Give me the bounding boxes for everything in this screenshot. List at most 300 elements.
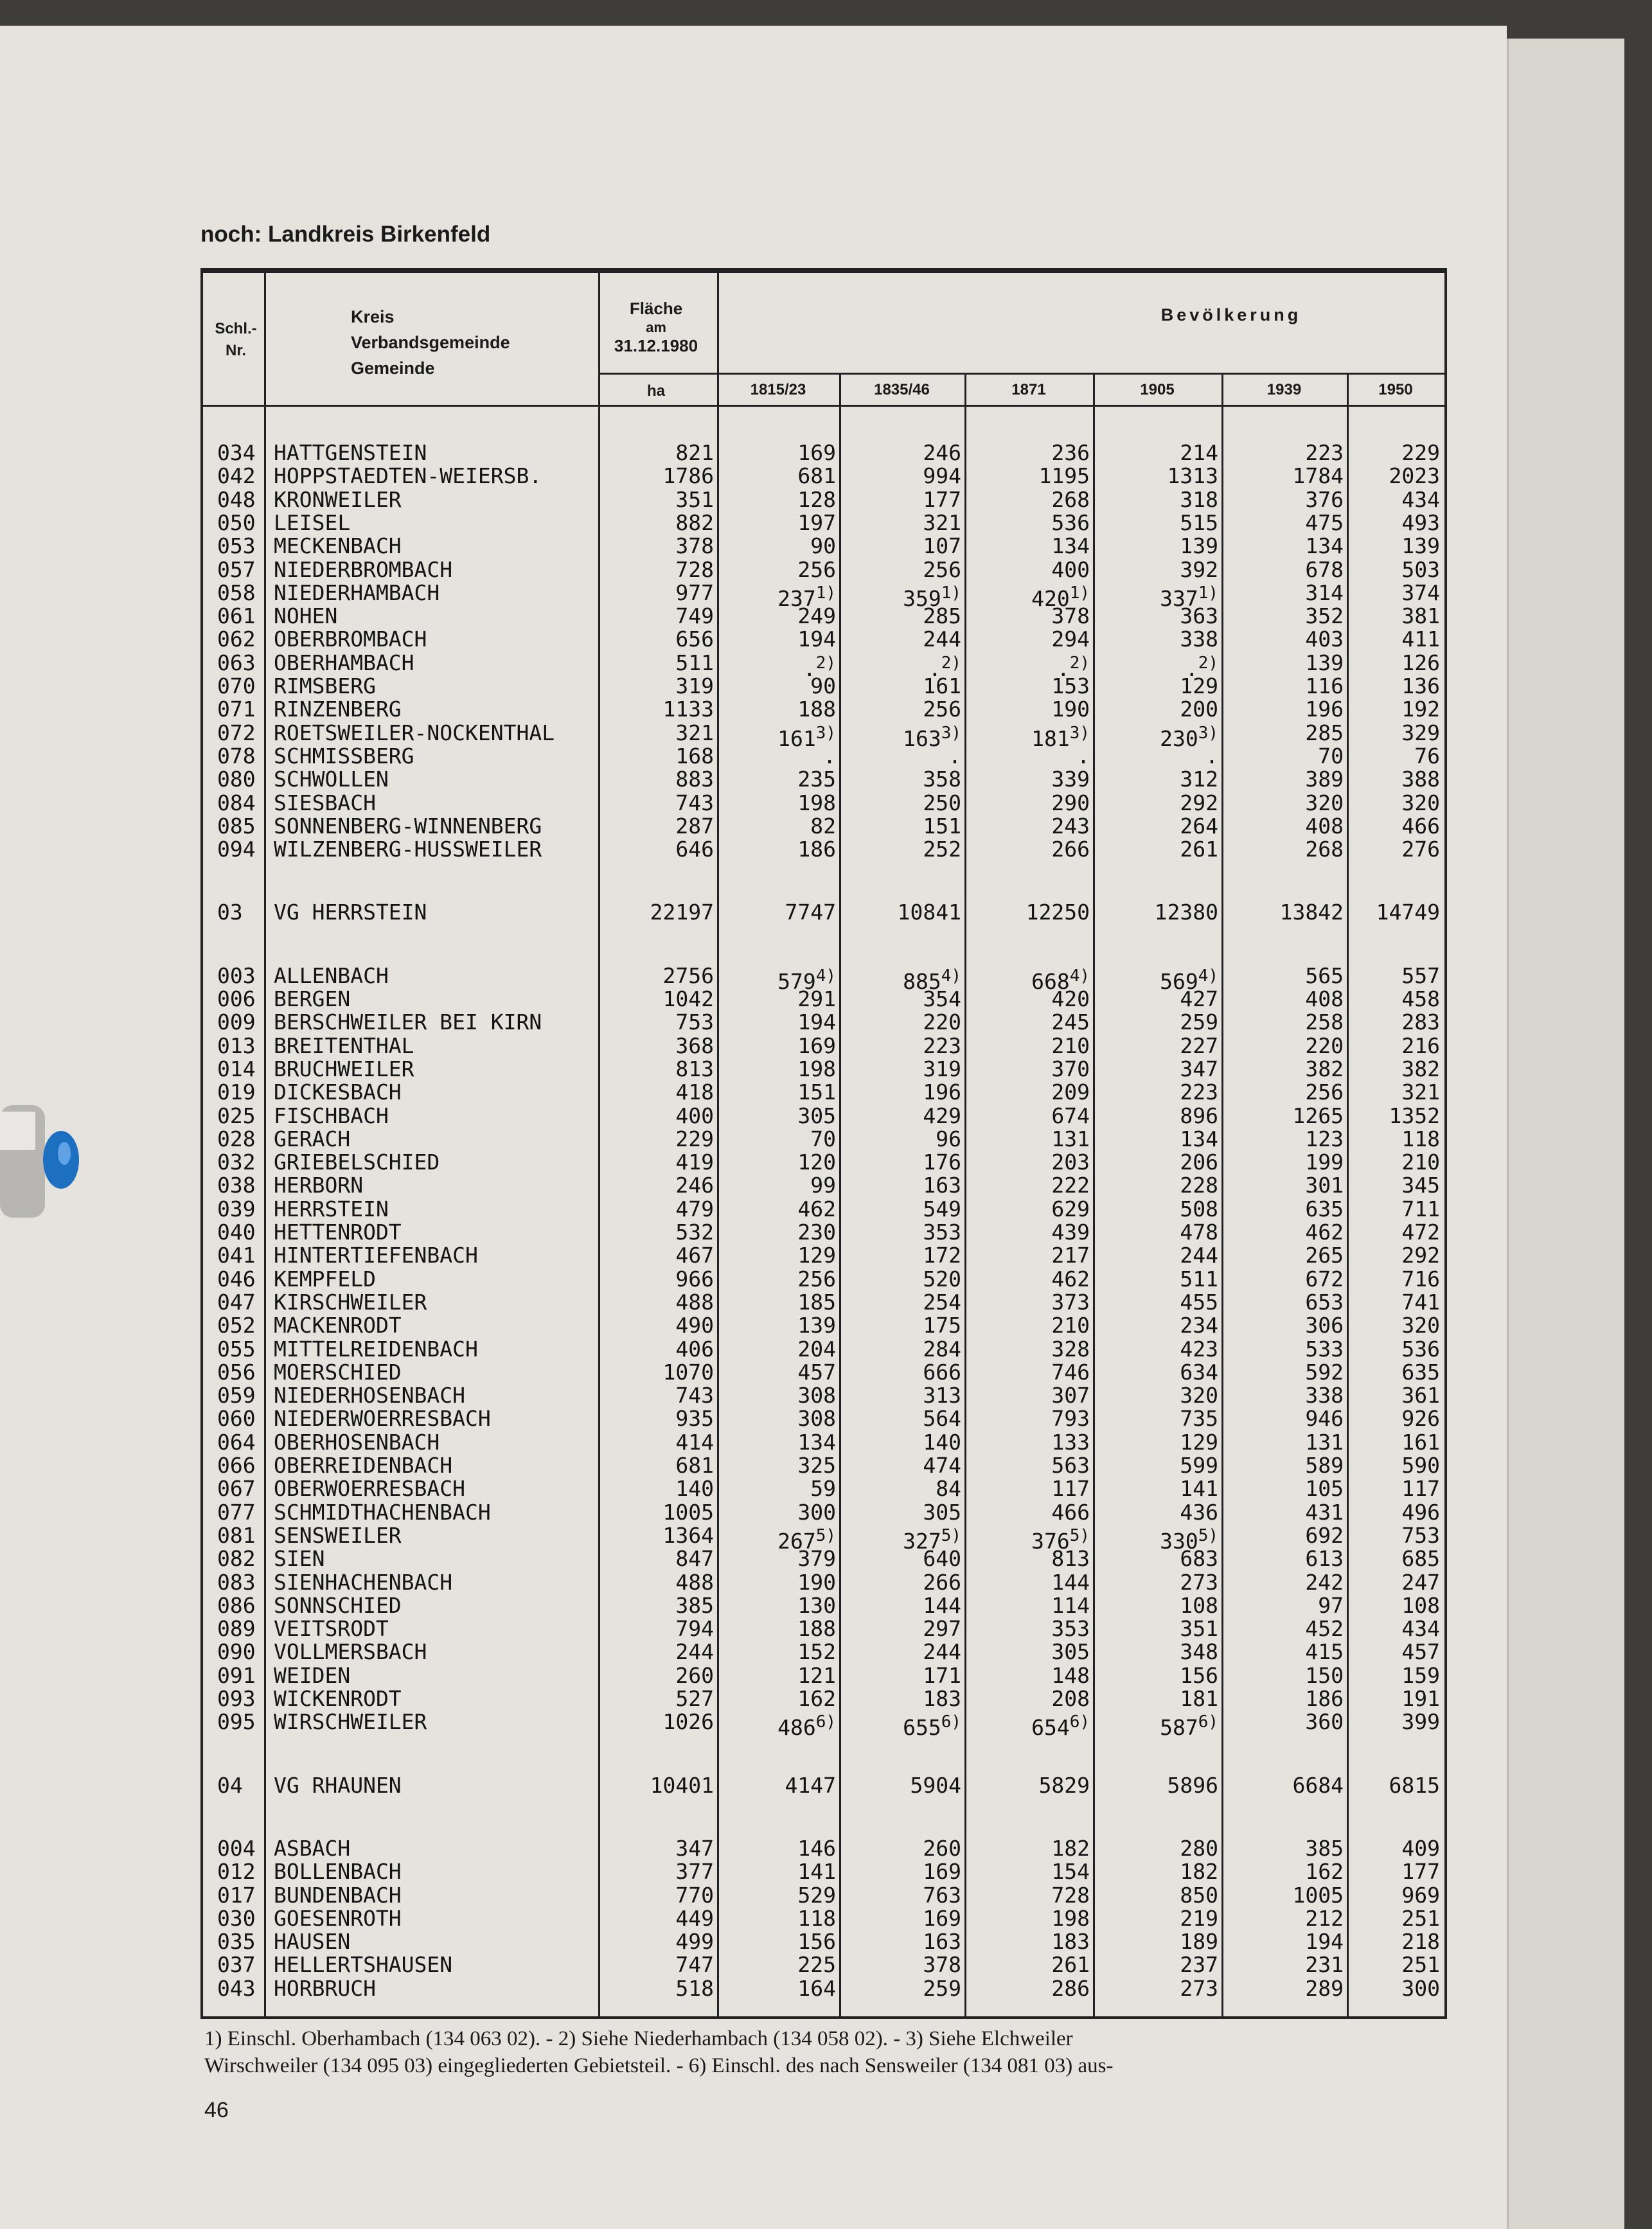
cell-population: 114 xyxy=(1051,1592,1090,1618)
cell-population: 259 xyxy=(923,1975,961,2001)
cell-population: 148 xyxy=(1051,1662,1090,1688)
cell-population: 129 xyxy=(1180,1429,1218,1455)
footnote-marker: 5) xyxy=(815,1525,836,1545)
cell-population: 520 xyxy=(923,1266,961,1292)
cell-flaeche: 406 xyxy=(675,1336,714,1362)
cell-gemeinde: OBERHAMBACH xyxy=(274,650,414,675)
cell-population: 139 xyxy=(1401,533,1440,559)
cell-population: 1313 xyxy=(1167,463,1218,489)
cell-population: 14749 xyxy=(1376,900,1440,925)
cell-flaeche: 1786 xyxy=(662,463,714,489)
cell-population: 685 xyxy=(1401,1546,1440,1572)
table-row xyxy=(203,720,1444,751)
cell-flaeche: 2756 xyxy=(662,963,714,988)
cell-gemeinde: BREITENTHAL xyxy=(274,1033,414,1058)
table-row xyxy=(203,1407,1444,1430)
cell-population: 361 xyxy=(1401,1383,1440,1408)
cell-population: 161 xyxy=(923,673,961,698)
cell-population: 280 xyxy=(1180,1835,1218,1861)
cell-schl-nr: 03 xyxy=(217,900,243,925)
cell-population: 261 xyxy=(1180,837,1218,862)
cell-population: 439 xyxy=(1051,1220,1090,1245)
cell-gemeinde: HINTERTIEFENBACH xyxy=(274,1243,478,1268)
cell-population: 256 xyxy=(797,556,836,582)
cell-population: 6815 xyxy=(1389,1772,1440,1798)
cell-population: 236 xyxy=(1051,440,1090,465)
cell-schl-nr: 046 xyxy=(217,1266,256,1292)
cell-schl-nr: 050 xyxy=(217,510,256,535)
table-row xyxy=(203,1664,1444,1687)
cell-population: 134 xyxy=(1051,533,1090,559)
cell-gemeinde: SCHMISSBERG xyxy=(274,743,414,768)
cell-population: 141 xyxy=(1180,1476,1218,1502)
header-kreis: Kreis xyxy=(351,307,395,326)
cell-population: 163 xyxy=(923,1173,961,1198)
cell-population: 283 xyxy=(1401,1009,1440,1035)
cell-population: 305 xyxy=(923,1499,961,1525)
cell-population: 378 xyxy=(923,1952,961,1978)
cell-population: 126 xyxy=(1401,650,1440,675)
footnote-marker: 1) xyxy=(941,583,961,603)
cell-population: 325 xyxy=(797,1453,836,1478)
cell-population: 129 xyxy=(1180,673,1218,698)
cell-flaeche: 1042 xyxy=(662,986,714,1011)
cell-gemeinde: HORBRUCH xyxy=(274,1975,376,2001)
table-row xyxy=(203,1174,1444,1197)
cell-schl-nr: 086 xyxy=(217,1592,256,1618)
cell-population: 926 xyxy=(1401,1406,1440,1432)
cell-population: 308 xyxy=(797,1383,836,1408)
cell-population: 408 xyxy=(1305,986,1344,1011)
cell-schl-nr: 081 xyxy=(217,1522,256,1548)
cell-population: 203 xyxy=(1051,1150,1090,1175)
cell-population: 590 xyxy=(1401,1453,1440,1478)
cell-population: 300 xyxy=(797,1499,836,1525)
cell-population: 508 xyxy=(1180,1196,1218,1221)
table-row xyxy=(203,792,1444,815)
cell-gemeinde: NIEDERHAMBACH xyxy=(274,580,440,605)
cell-population: 183 xyxy=(923,1686,961,1711)
cell-schl-nr: 094 xyxy=(217,837,256,862)
cell-gemeinde: VG RHAUNEN xyxy=(274,1772,402,1798)
cell-population: 182 xyxy=(1180,1859,1218,1885)
cell-flaeche: 488 xyxy=(675,1569,714,1595)
cell-population: 392 xyxy=(1180,556,1218,582)
cell-population: 76 xyxy=(1414,743,1440,768)
cell-population: 117 xyxy=(1051,1476,1090,1502)
cell-schl-nr: 053 xyxy=(217,533,256,559)
cell-flaeche: 479 xyxy=(675,1196,714,1221)
cell-population: 292 xyxy=(1180,790,1218,815)
cell-population: 613 xyxy=(1305,1546,1344,1572)
cell-population: 90 xyxy=(810,533,836,559)
population-table xyxy=(200,270,1447,2019)
footnote-marker: 3) xyxy=(1069,723,1090,743)
footnote-marker: 5) xyxy=(1198,1525,1218,1545)
cell-schl-nr: 070 xyxy=(217,673,256,698)
cell-population: 297 xyxy=(923,1616,961,1642)
cell-schl-nr: 004 xyxy=(217,1835,256,1861)
table-row xyxy=(203,698,1444,721)
cell-gemeinde: HATTGENSTEIN xyxy=(274,440,427,465)
cell-population: 423 xyxy=(1180,1336,1218,1362)
cell-gemeinde: NIEDERWOERRESBACH xyxy=(274,1406,491,1432)
cell-population: 379 xyxy=(797,1546,836,1572)
cell-population: 711 xyxy=(1401,1196,1440,1221)
cell-population: 256 xyxy=(797,1266,836,1292)
cell-population: 169 xyxy=(797,1033,836,1058)
cell-population: 318 xyxy=(1180,486,1218,512)
cell-schl-nr: 095 xyxy=(217,1709,256,1735)
cell-population: 635 xyxy=(1305,1196,1344,1221)
cell-population: 427 xyxy=(1180,986,1218,1011)
header-schl-nr: Schl.- Nr. xyxy=(215,320,257,359)
cell-population: 258 xyxy=(1305,1009,1344,1035)
cell-population: 276 xyxy=(1401,837,1440,862)
table-row xyxy=(203,1105,1444,1128)
cell-population: 345 xyxy=(1401,1173,1440,1198)
cell-population: 216 xyxy=(1401,1033,1440,1058)
cell-schl-nr: 035 xyxy=(217,1929,256,1955)
cell-schl-nr: 082 xyxy=(217,1546,256,1572)
cell-population: 246 xyxy=(923,440,961,465)
cell-population: 327$^{5)}$ xyxy=(903,1525,961,1554)
footnote-marker: 4) xyxy=(941,966,961,986)
cell-population: 493 xyxy=(1401,510,1440,535)
footnote-marker: 2) xyxy=(1069,653,1090,673)
cell-population: 320 xyxy=(1401,790,1440,815)
cell-population: 235 xyxy=(797,767,836,792)
cell-gemeinde: SCHMIDTHACHENBACH xyxy=(274,1499,491,1525)
cell-schl-nr: 078 xyxy=(217,743,256,768)
cell-schl-nr: 077 xyxy=(217,1499,256,1525)
cell-population: 230 xyxy=(797,1220,836,1245)
cell-population: 339 xyxy=(1051,767,1090,792)
cell-population: 301 xyxy=(1305,1173,1344,1198)
cell-population: 486$^{6)}$ xyxy=(777,1712,836,1741)
cell-population: 117 xyxy=(1401,1476,1440,1502)
table-row xyxy=(203,1837,1444,1860)
cell-population: 251 xyxy=(1401,1952,1440,1978)
cell-population: 515 xyxy=(1180,510,1218,535)
cell-population: 121 xyxy=(797,1662,836,1688)
cell-gemeinde: OBERBROMBACH xyxy=(274,626,427,652)
cell-flaeche: 246 xyxy=(675,1173,714,1198)
cell-population: 197 xyxy=(797,510,836,535)
footnote-marker: 6) xyxy=(1069,1712,1090,1732)
cell-population: 284 xyxy=(923,1336,961,1362)
cell-population: 285 xyxy=(1305,720,1344,745)
cell-population: 654$^{6)}$ xyxy=(1031,1712,1090,1741)
footnote-marker: 3) xyxy=(1198,723,1218,743)
cell-population: 177 xyxy=(923,486,961,512)
cell-population: 243 xyxy=(1051,813,1090,839)
cell-schl-nr: 056 xyxy=(217,1359,256,1385)
cell-population: 475 xyxy=(1305,510,1344,535)
cell-population: 82 xyxy=(810,813,836,839)
cell-population: 589 xyxy=(1305,1453,1344,1478)
cell-flaeche: 385 xyxy=(675,1592,714,1618)
cell-gemeinde: VEITSRODT xyxy=(274,1616,389,1642)
cell-population: 408 xyxy=(1305,813,1344,839)
cell-population: 118 xyxy=(1401,1126,1440,1151)
cell-population: . xyxy=(823,743,836,768)
cell-flaeche: 821 xyxy=(675,440,714,465)
cell-population: 1352 xyxy=(1389,1103,1440,1128)
cell-schl-nr: 061 xyxy=(217,603,256,629)
cell-gemeinde: WEIDEN xyxy=(274,1662,351,1688)
cell-population: 291 xyxy=(797,986,836,1011)
cell-population: 190 xyxy=(1051,697,1090,722)
cell-population: 12380 xyxy=(1154,900,1218,925)
cell-population: 1005 xyxy=(1292,1882,1344,1908)
cell-population: 351 xyxy=(1180,1616,1218,1642)
cell-population: 12250 xyxy=(1026,900,1090,925)
cell-schl-nr: 091 xyxy=(217,1662,256,1688)
cell-population: 286 xyxy=(1051,1975,1090,2001)
cell-flaeche: 532 xyxy=(675,1220,714,1245)
cell-population: 415 xyxy=(1305,1639,1344,1665)
cell-schl-nr: 040 xyxy=(217,1220,256,1245)
cell-population: 266 xyxy=(1051,837,1090,862)
footnote-marker: 5) xyxy=(1069,1525,1090,1545)
cell-population: 462 xyxy=(1305,1220,1344,1245)
cell-population: 139 xyxy=(797,1313,836,1338)
cell-population: 431 xyxy=(1305,1499,1344,1525)
header-date: 31.12.1980 xyxy=(614,336,698,355)
footnote-marker: 4) xyxy=(1198,966,1218,986)
cell-population: 229 xyxy=(1401,440,1440,465)
cell-population: 587$^{6)}$ xyxy=(1160,1712,1218,1741)
cell-population: 181 xyxy=(1180,1686,1218,1711)
cell-population: 674 xyxy=(1051,1103,1090,1128)
footnote-marker: 6) xyxy=(1198,1712,1218,1732)
cell-population: 793 xyxy=(1051,1406,1090,1432)
cell-gemeinde: RINZENBERG xyxy=(274,697,402,722)
footnote-marker: 4) xyxy=(1069,966,1090,986)
cell-population: 150 xyxy=(1305,1662,1344,1688)
cell-gemeinde: LEISEL xyxy=(274,510,351,535)
cell-gemeinde: SONNSCHIED xyxy=(274,1592,402,1618)
cell-population: 763 xyxy=(923,1882,961,1908)
footnote-marker: 4) xyxy=(815,966,836,986)
table-row xyxy=(203,1709,1444,1741)
table-row xyxy=(203,1151,1444,1174)
cell-population: 389 xyxy=(1305,767,1344,792)
cell-flaeche: 368 xyxy=(675,1033,714,1058)
footnote-marker: 5) xyxy=(941,1525,961,1545)
cell-population: 994 xyxy=(923,463,961,489)
cell-population: 374 xyxy=(1401,580,1440,605)
cell-flaeche: 260 xyxy=(675,1662,714,1688)
cell-population: 116 xyxy=(1305,673,1344,698)
cell-population: 261 xyxy=(1051,1952,1090,1978)
cell-gemeinde: GERACH xyxy=(274,1126,351,1151)
table-row xyxy=(203,901,1444,924)
cell-population: 208 xyxy=(1051,1686,1090,1711)
cell-population: 254 xyxy=(923,1289,961,1315)
footnote-marker: 3) xyxy=(941,723,961,743)
cell-schl-nr: 085 xyxy=(217,813,256,839)
cell-population: 84 xyxy=(936,1476,961,1502)
cell-flaeche: 1364 xyxy=(662,1522,714,1548)
cell-population: 565 xyxy=(1305,963,1344,988)
table-row xyxy=(203,535,1444,558)
table-row xyxy=(203,558,1444,582)
cell-population: 382 xyxy=(1305,1056,1344,1081)
cell-population: 136 xyxy=(1401,673,1440,698)
table-row xyxy=(203,1431,1444,1454)
cell-population: 139 xyxy=(1305,650,1344,675)
cell-population: 455 xyxy=(1180,1289,1218,1315)
cell-population: 128 xyxy=(797,486,836,512)
cell-population: 321 xyxy=(923,510,961,535)
cell-schl-nr: 025 xyxy=(217,1103,256,1128)
cell-population: 169 xyxy=(797,440,836,465)
header-ha: ha xyxy=(646,382,665,400)
cell-population: 666 xyxy=(923,1359,961,1385)
cell-population: 376$^{5)}$ xyxy=(1031,1525,1090,1554)
cell-population: 385 xyxy=(1305,1835,1344,1861)
table-row xyxy=(203,1930,1444,1953)
cell-flaeche: 499 xyxy=(675,1929,714,1955)
cell-population: 139 xyxy=(1180,533,1218,559)
table-row xyxy=(203,1774,1444,1797)
cell-gemeinde: WILZENBERG-HUSSWEILER xyxy=(274,837,542,862)
cell-gemeinde: SIENHACHENBACH xyxy=(274,1569,453,1595)
cell-population: 252 xyxy=(923,837,961,862)
cell-population: 292 xyxy=(1401,1243,1440,1268)
cell-schl-nr: 039 xyxy=(217,1196,256,1221)
cell-flaeche: 400 xyxy=(675,1103,714,1128)
pen-tip xyxy=(0,1089,80,1237)
cell-population: 153 xyxy=(1051,673,1090,698)
cell-gemeinde: KIRSCHWEILER xyxy=(274,1289,427,1315)
table-row xyxy=(203,1547,1444,1570)
cell-flaeche: 140 xyxy=(675,1476,714,1502)
cell-population: 290 xyxy=(1051,790,1090,815)
cell-population: 131 xyxy=(1051,1126,1090,1151)
cell-flaeche: 229 xyxy=(675,1126,714,1151)
table-row xyxy=(203,675,1444,698)
cell-population: 123 xyxy=(1305,1126,1344,1151)
cell-population: 354 xyxy=(923,986,961,1011)
cell-population: 152 xyxy=(797,1639,836,1665)
cell-schl-nr: 063 xyxy=(217,650,256,675)
cell-population: 289 xyxy=(1305,1975,1344,2001)
cell-schl-nr: 034 xyxy=(217,440,256,465)
table-row xyxy=(203,1860,1444,1883)
cell-flaeche: 743 xyxy=(675,1383,714,1408)
table-row xyxy=(203,650,1444,681)
cell-population: 753 xyxy=(1401,1522,1440,1548)
table-row xyxy=(203,1035,1444,1058)
cell-population: 308 xyxy=(797,1406,836,1432)
cell-population: 161$^{3)}$ xyxy=(777,723,836,751)
cell-population: 172 xyxy=(923,1243,961,1268)
cell-population: 231 xyxy=(1305,1952,1344,1978)
header-am: am xyxy=(646,319,666,335)
cell-gemeinde: VOLLMERSBACH xyxy=(274,1639,427,1665)
cell-population: 672 xyxy=(1305,1266,1344,1292)
cell-flaeche: 813 xyxy=(675,1056,714,1081)
cell-population: 388 xyxy=(1401,767,1440,792)
cell-population: 564 xyxy=(923,1406,961,1432)
cell-flaeche: 743 xyxy=(675,790,714,815)
cell-population: 474 xyxy=(923,1453,961,1478)
cell-population: 225 xyxy=(797,1952,836,1978)
cell-population: 59 xyxy=(810,1476,836,1502)
cell-gemeinde: ROETSWEILER-NOCKENTHAL xyxy=(274,720,555,745)
cell-flaeche: 287 xyxy=(675,813,714,839)
cell-population: 409 xyxy=(1401,1835,1440,1861)
cell-schl-nr: 072 xyxy=(217,720,256,745)
cell-population: 198 xyxy=(797,1056,836,1081)
cell-population: 237 xyxy=(1180,1952,1218,1978)
cell-flaeche: 935 xyxy=(675,1406,714,1432)
cell-population: 230$^{3)}$ xyxy=(1160,723,1218,751)
cell-population: 164 xyxy=(797,1975,836,2001)
cell-population: 151 xyxy=(923,813,961,839)
cell-population: 162 xyxy=(1305,1859,1344,1885)
table-row xyxy=(203,815,1444,838)
cell-population: 285 xyxy=(923,603,961,629)
cell-population: 363 xyxy=(1180,603,1218,629)
cell-flaeche: 656 xyxy=(675,626,714,652)
cell-population: 130 xyxy=(797,1592,836,1618)
cell-population: 118 xyxy=(797,1905,836,1931)
cell-population: 305 xyxy=(1051,1639,1090,1665)
cell-population: 268 xyxy=(1051,486,1090,512)
cell-population: 268 xyxy=(1305,837,1344,862)
footnote-marker: 3) xyxy=(815,723,836,743)
footnotes xyxy=(204,2025,1464,2079)
cell-population: .$^{2)}$ xyxy=(1056,653,1090,681)
table-row xyxy=(203,1953,1444,1976)
cell-population: 256 xyxy=(923,697,961,722)
cell-population: 159 xyxy=(1401,1662,1440,1688)
cell-population: 462 xyxy=(1051,1266,1090,1292)
cell-population: 353 xyxy=(923,1220,961,1245)
cell-population: 151 xyxy=(797,1079,836,1105)
cell-population: 549 xyxy=(923,1196,961,1221)
cell-population: . xyxy=(1205,743,1218,768)
cell-population: 244 xyxy=(923,1639,961,1665)
cell-gemeinde: NIEDERBROMBACH xyxy=(274,556,453,582)
cell-schl-nr: 090 xyxy=(217,1639,256,1665)
cell-gemeinde: GOESENROTH xyxy=(274,1905,402,1931)
cell-population: 217 xyxy=(1051,1243,1090,1268)
cell-schl-nr: 066 xyxy=(217,1453,256,1478)
cell-schl-nr: 084 xyxy=(217,790,256,815)
cell-population: 320 xyxy=(1305,790,1344,815)
cell-population: 5896 xyxy=(1167,1772,1218,1798)
cell-flaeche: 168 xyxy=(675,743,714,768)
cell-flaeche: 1026 xyxy=(662,1709,714,1735)
cell-population: 13842 xyxy=(1279,900,1344,925)
cell-population: 683 xyxy=(1180,1546,1218,1572)
cell-population: 214 xyxy=(1180,440,1218,465)
cell-gemeinde: BERSCHWEILER BEI KIRN xyxy=(274,1009,542,1035)
cell-population: 163 xyxy=(923,1929,961,1955)
cell-population: 579$^{4)}$ xyxy=(777,966,836,994)
cell-population: 10841 xyxy=(897,900,961,925)
cell-gemeinde: WIRSCHWEILER xyxy=(274,1709,427,1735)
table-row xyxy=(203,768,1444,791)
cell-population: 223 xyxy=(923,1033,961,1058)
cell-flaeche: 770 xyxy=(675,1882,714,1908)
cell-flaeche: 794 xyxy=(675,1616,714,1642)
